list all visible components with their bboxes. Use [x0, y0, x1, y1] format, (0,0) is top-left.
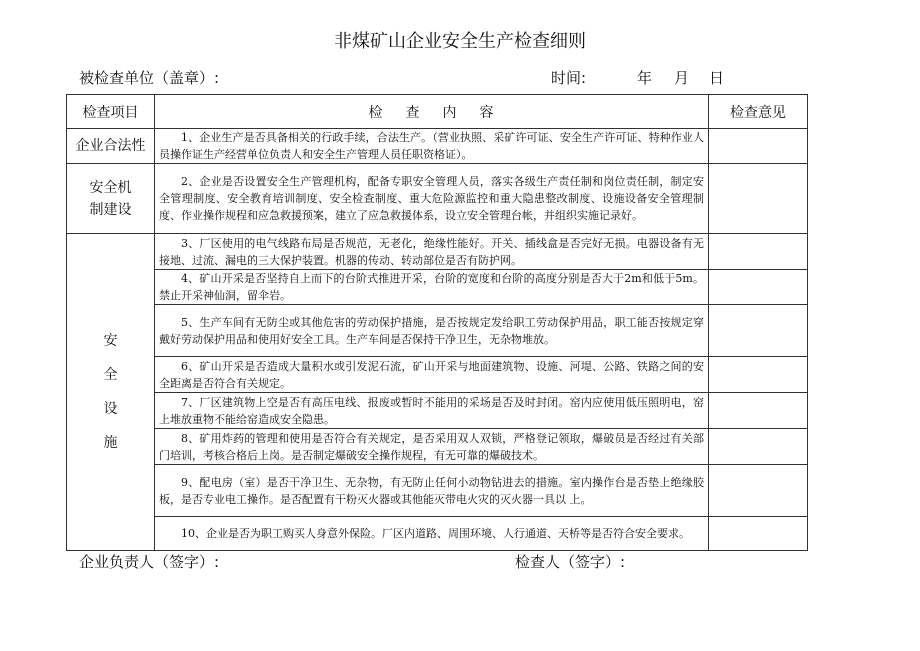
item-content: 7、厂区建筑物上空是否有高压电线、报废或暂时不能用的采场是否及时封闭。窑内应使用低压照明电，窑上堆放重物不能给窑造成安全隐患。	[155, 393, 709, 429]
opinion-cell[interactable]	[709, 357, 808, 393]
col-header-content	[155, 95, 709, 129]
document-title: 非煤矿山企业安全生产检查细则	[334, 31, 586, 52]
opinion-cell[interactable]	[709, 270, 808, 305]
table-row	[67, 270, 808, 305]
item-content: 3、厂区使用的电气线路布局是否规范，无老化，绝缘性能好。开关、插线盒是否完好无损。电器设备有无接地、过流、漏电的三大保护装置。机器的传动、转动部位是否有防护网。	[155, 234, 709, 270]
category-legality: 企业合法性	[67, 129, 155, 164]
opinion-cell[interactable]	[709, 129, 808, 164]
table-header-row	[67, 95, 808, 129]
col-header-item: 检查项目	[67, 95, 155, 129]
col-header-content-char: 检	[368, 104, 384, 121]
table-row	[67, 429, 808, 465]
table-row	[67, 393, 808, 429]
opinion-cell[interactable]	[709, 305, 808, 357]
item-content: 2、企业是否设置安全生产管理机构，配备专职安全管理人员，落实各级生产责任制和岗位责任制，制定安全管理制度、安全教育培训制度、安全检查制度、重大危险源监控和重大隐患整改制度、设施设备安全管理制度、作业操作规程和应急救援预案，建立了应急救援体系，设立安全管理台帐，并组织实施记录好。	[155, 164, 709, 234]
item-content: 8、矿用炸药的管理和使用是否符合有关规定，是否采用双人双锁，严格登记领取，爆破员是否经过有关部门培训，考核合格后上岗。是否制定爆破安全操作规程，有无可靠的爆破技术。	[155, 429, 709, 465]
inspection-table	[66, 94, 808, 551]
enterprise-leader-signature-label: 企业负责人（签字）:	[79, 553, 220, 571]
year-label: 年	[637, 69, 653, 87]
opinion-cell[interactable]	[709, 517, 808, 551]
month-label: 月	[674, 69, 690, 87]
col-header-content-char: 查	[405, 104, 421, 121]
item-content: 6、矿山开采是否造成大量积水或引发泥石流，矿山开采与地面建筑物、设施、河堤、公路、铁路之间的安全距离是否符合有关规定。	[155, 357, 709, 393]
table-row	[67, 357, 808, 393]
time-label: 时间:	[551, 69, 587, 87]
inspector-signature-label: 检查人（签字）:	[515, 553, 626, 571]
category-facility-char: 设	[103, 401, 118, 417]
col-header-opinion: 检查意见	[709, 95, 808, 129]
category-facility-char: 施	[103, 435, 118, 451]
col-header-content-char: 内	[442, 104, 458, 121]
table-row	[67, 305, 808, 357]
table-row	[67, 465, 808, 517]
category-system-line: 安全机	[89, 179, 132, 196]
category-system	[67, 164, 155, 234]
opinion-cell[interactable]	[709, 393, 808, 429]
day-label: 日	[709, 69, 725, 87]
category-system-line: 制建设	[89, 201, 132, 218]
opinion-cell[interactable]	[709, 465, 808, 517]
table-row	[67, 517, 808, 551]
item-content: 1、企业生产是否具备相关的行政手续，合法生产。（营业执照、采矿许可证、安全生产许可证、特种作业人员操作证生产经营单位负责人和安全生产管理人员任职资格证）。	[155, 129, 709, 164]
opinion-cell[interactable]	[709, 429, 808, 465]
table-row	[67, 234, 808, 270]
item-content: 9、配电房（室）是否干净卫生、无杂物，有无防止任何小动物钻进去的措施。室内操作台是否垫上绝缘胶板，是否专业电工操作。是否配置有干粉灭火器或其他能灭带电火灾的灭火器一具以 上。	[155, 465, 709, 517]
opinion-cell[interactable]	[709, 234, 808, 270]
table-row	[67, 129, 808, 164]
inspected-unit-label: 被检查单位（盖章）:	[79, 69, 220, 87]
item-content: 10、企业是否为职工购买人身意外保险。厂区内道路、周围环境、人行通道、天桥等是否符合安全要求。	[155, 517, 709, 551]
category-facility	[67, 234, 155, 551]
category-facility-char: 全	[103, 367, 118, 383]
item-content: 4、矿山开采是否坚持自上而下的台阶式推进开采，台阶的宽度和台阶的高度分别是否大于2m和低于5m。禁止开采神仙洞，留伞岩。	[155, 270, 709, 305]
col-header-content-char: 容	[479, 104, 495, 121]
table-row	[67, 164, 808, 234]
item-content: 5、生产车间有无防尘或其他危害的劳动保护措施，是否按规定发给职工劳动保护用品，职工能否按规定穿戴好劳动保护用品和使用好安全工具。生产车间是否保持干净卫生，无杂物堆放。	[155, 305, 709, 357]
opinion-cell[interactable]	[709, 164, 808, 234]
category-facility-char: 安	[103, 333, 118, 349]
